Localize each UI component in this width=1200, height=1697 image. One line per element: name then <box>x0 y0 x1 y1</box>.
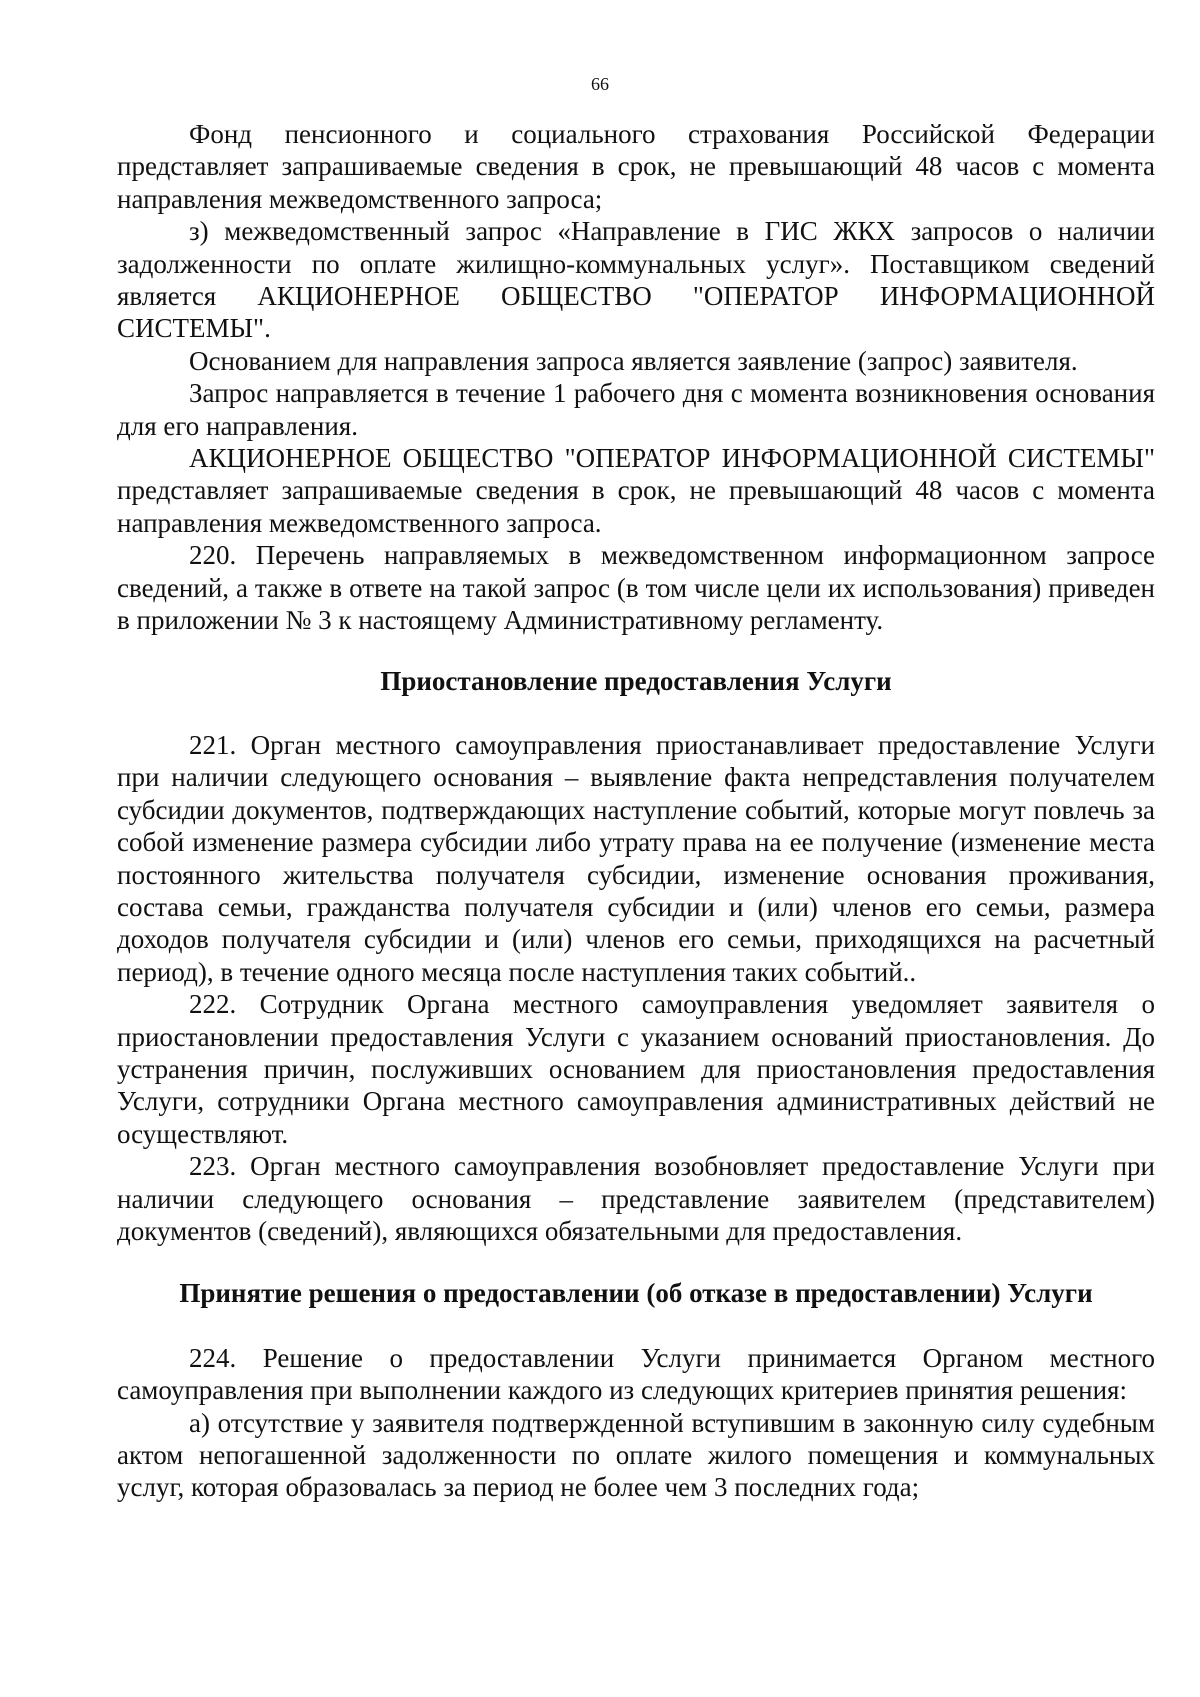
document-body <box>117 118 1155 1504</box>
paragraph: 222. Сотрудник Органа местного самоуправления уведомляет заявителя о приостановлении предоставления Услуги с указанием оснований приостановления. До устранения причин, послуживших основанием для приостановления предоставления Услуги, сотрудники Органа местного самоуправления административных действий не осуществляют. <box>117 989 1155 1149</box>
page-number: 66 <box>591 74 609 94</box>
paragraph: 220. Перечень направляемых в межведомственном информационном запросе сведений, а также в ответе на такой запрос (в том числе цели их использования) приведен в приложении № 3 к настоящему Административному регламенту. <box>117 540 1155 636</box>
paragraph: Основанием для направления запроса является заявление (запрос) заявителя. <box>189 345 1078 376</box>
paragraph: 221. Орган местного самоуправления приостанавливает предоставление Услуги при наличии следующего основания – выявление факта непредставления получателем субсидии документов, подтверждающих наступление событий, которые могут повлечь за собой изменение размера субсидии либо утрату права на ее получение (изменение места постоянного жительства получателя субсидии, изменение основания проживания, состава семьи, гражданства получателя субсидии и (или) членов его семьи, размера доходов получателя субсидии и (или) членов его семьи, приходящихся на расчетный период), в течение одного месяца после наступления таких событий.. <box>117 729 1155 987</box>
section-heading: Приостановление предоставления Услуги <box>380 665 892 696</box>
paragraph: а) отсутствие у заявителя подтвержденной вступившим в законную силу судебным актом непогашенной задолженности по оплате жилого помещения и коммунальных услуг, которая образовалась за период не более чем 3 последних года; <box>117 1407 1155 1503</box>
paragraph: 223. Орган местного самоуправления возобновляет предоставление Услуги при наличии следующего основания – представление заявителем (представителем) документов (сведений), являющихся обязательными для предоставления. <box>117 1151 1155 1246</box>
paragraph: Фонд пенсионного и социального страхования Российской Федерации представляет запрашиваемые сведения в срок, не превышающий 48 часов с момента направления межведомственного запроса; <box>117 119 1155 214</box>
paragraph: Запрос направляется в течение 1 рабочего дня с момента возникновения основания для его направления. <box>117 378 1155 441</box>
section-heading: Принятие решения о предоставлении (об отказе в предоставлении) Услуги <box>179 1278 1093 1309</box>
paragraph: з) межведомственный запрос «Направление в ГИС ЖКХ запросов о наличии задолженности по оплате жилищно-коммунальных услуг». Поставщиком сведений является АКЦИОНЕРНОЕ ОБЩЕСТВО "ОПЕРАТОР ИНФОРМАЦИОННОЙ СИСТЕМЫ". <box>117 216 1155 344</box>
paragraph: АКЦИОНЕРНОЕ ОБЩЕСТВО "ОПЕРАТОР ИНФОРМАЦИОННОЙ СИСТЕМЫ" представляет запрашиваемые сведения в срок, не превышающий 48 часов с момента направления межведомственного запроса. <box>117 443 1155 538</box>
paragraph: 224. Решение о предоставлении Услуги принимается Органом местного самоуправления при выполнении каждого из следующих критериев принятия решения: <box>117 1342 1155 1406</box>
